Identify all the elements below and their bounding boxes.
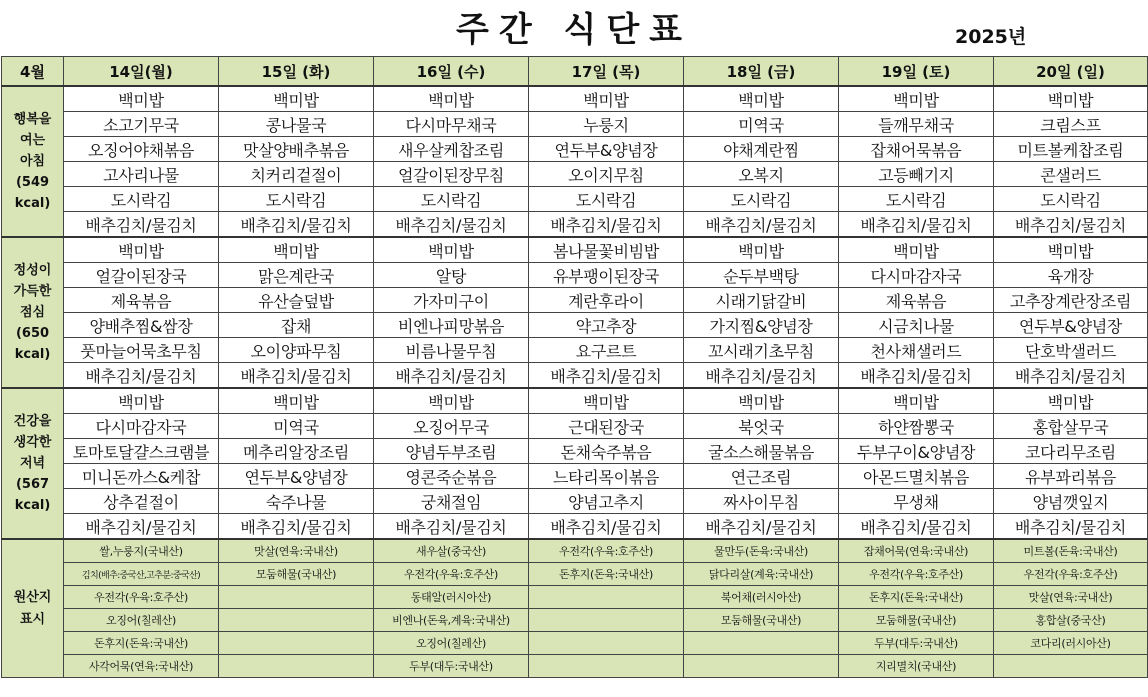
dish-cell: 순두부백탕 (684, 263, 839, 288)
table-row (2, 514, 1148, 540)
origin-cell: 우전각(우육:호주산) (374, 563, 529, 586)
dish-cell: 백미밥 (839, 237, 994, 263)
meal-label-line: 생각한 (13, 435, 52, 450)
dish-cell: 풋마늘어묵초무침 (64, 338, 219, 363)
dish-cell: 백미밥 (374, 86, 529, 112)
dish-cell: 백미밥 (839, 86, 994, 112)
dish-cell: 하얀짬뽕국 (839, 414, 994, 439)
meal-label-line: (549 (15, 175, 50, 190)
dish-cell: 육개장 (994, 263, 1148, 288)
dish-cell: 배추김치/물김치 (219, 363, 374, 389)
table-row (2, 363, 1148, 389)
origin-cell: 미트볼(돈육:국내산) (994, 539, 1148, 563)
header-row (2, 57, 1148, 87)
page-title: 주간 식단표 (455, 10, 693, 50)
dish-cell: 근대된장국 (529, 414, 684, 439)
dish-cell: 백미밥 (64, 388, 219, 414)
origin-cell: 모둠해물(국내산) (219, 563, 374, 586)
dish-cell: 백미밥 (994, 86, 1148, 112)
dish-cell: 꼬시래기초무침 (684, 338, 839, 363)
table-row (2, 112, 1148, 137)
weekly-menu-table (1, 56, 1148, 678)
meal-label-line: 건강을 (13, 414, 52, 429)
origin-cell: 지리멸치(국내산) (839, 655, 994, 678)
origin-cell: 비엔나(돈육,계육:국내산) (374, 609, 529, 632)
dish-cell: 배추김치/물김치 (684, 212, 839, 238)
origin-cell: 우전각(우육:호주산) (64, 586, 219, 609)
dish-cell: 메추리알장조림 (219, 439, 374, 464)
dish-cell: 다시마감자국 (839, 263, 994, 288)
dish-cell: 굴소스해물볶음 (684, 439, 839, 464)
dish-cell: 백미밥 (529, 388, 684, 414)
meal-label-line: 저녁 (19, 456, 46, 471)
origin-cell: 두부(대두:국내산) (839, 632, 994, 655)
origin-row (2, 655, 1148, 678)
dish-cell: 가자미구이 (374, 288, 529, 313)
dish-cell: 백미밥 (684, 388, 839, 414)
dish-cell: 미역국 (684, 112, 839, 137)
dish-cell: 연두부&양념장 (219, 464, 374, 489)
dish-cell: 유부꽈리볶음 (994, 464, 1148, 489)
dish-cell: 백미밥 (64, 86, 219, 112)
origin-cell: 홍합살(중국산) (994, 609, 1148, 632)
dish-cell: 배추김치/물김치 (529, 514, 684, 540)
origin-row (2, 609, 1148, 632)
dish-cell: 약고추장 (529, 313, 684, 338)
dish-cell: 오이지무침 (529, 162, 684, 187)
origin-cell: 코다리(러시아산) (994, 632, 1148, 655)
origin-cell (219, 655, 374, 678)
dish-cell: 배추김치/물김치 (684, 363, 839, 389)
dish-cell: 배추김치/물김치 (529, 363, 684, 389)
table-row (2, 313, 1148, 338)
table-row (2, 86, 1148, 112)
dish-cell: 코다리무조림 (994, 439, 1148, 464)
dish-cell: 오징어야채볶음 (64, 137, 219, 162)
dish-cell: 도시락김 (374, 187, 529, 212)
origin-cell: 쌀,누룽지(국내산) (64, 539, 219, 563)
origin-cell (219, 609, 374, 632)
dish-cell: 비름나물무침 (374, 338, 529, 363)
dish-cell: 숙주나물 (219, 489, 374, 514)
origin-cell: 돈후지(돈육:국내산) (64, 632, 219, 655)
dish-cell: 배추김치/물김치 (994, 363, 1148, 389)
dish-cell: 유부팽이된장국 (529, 263, 684, 288)
table-row (2, 212, 1148, 238)
dish-cell: 배추김치/물김치 (839, 514, 994, 540)
dish-cell: 배추김치/물김치 (64, 212, 219, 238)
dish-cell: 알탕 (374, 263, 529, 288)
dish-cell: 유산슬덮밥 (219, 288, 374, 313)
dish-cell: 백미밥 (219, 237, 374, 263)
meal-label-line: 가득한 (13, 284, 52, 299)
meal-label-line: 아침 (19, 154, 46, 169)
dish-cell: 시래기닭갈비 (684, 288, 839, 313)
dish-cell: 두부구이&양념장 (839, 439, 994, 464)
origin-cell: 오징어(칠레산) (64, 609, 219, 632)
meal-label-line: (650 (15, 326, 50, 341)
day-header: 17일 (목) (529, 57, 684, 87)
origin-row (2, 563, 1148, 586)
dish-cell: 제육볶음 (64, 288, 219, 313)
origin-cell (684, 655, 839, 678)
dish-cell: 배추김치/물김치 (374, 212, 529, 238)
dish-cell: 백미밥 (374, 237, 529, 263)
dish-cell: 제육볶음 (839, 288, 994, 313)
dish-cell: 양배추찜&쌈장 (64, 313, 219, 338)
dish-cell: 양념깻잎지 (994, 489, 1148, 514)
origin-row (2, 632, 1148, 655)
origin-row (2, 586, 1148, 609)
origin-cell: 모둠해물(국내산) (839, 609, 994, 632)
dish-cell: 궁채절임 (374, 489, 529, 514)
dish-cell: 잡채어묵볶음 (839, 137, 994, 162)
origin-cell (684, 632, 839, 655)
origin-cell (529, 586, 684, 609)
origin-cell: 북어채(러시아산) (684, 586, 839, 609)
table-row (2, 288, 1148, 313)
origin-cell: 맛살(연육:국내산) (994, 586, 1148, 609)
meal-label-line: 행복을 (13, 112, 52, 127)
dish-cell: 맑은계란국 (219, 263, 374, 288)
meal-label-line: 점심 (19, 305, 46, 320)
origin-cell (529, 632, 684, 655)
dish-cell: 짜사이무침 (684, 489, 839, 514)
month-header: 4월 (2, 57, 64, 87)
meal-label-line: (567 (15, 477, 50, 492)
dish-cell: 배추김치/물김치 (374, 514, 529, 540)
dish-cell: 얼갈이된장국 (64, 263, 219, 288)
dish-cell: 맛살양배추볶음 (219, 137, 374, 162)
origin-cell: 우전각(우육:호주산) (839, 563, 994, 586)
meal-label-line: kcal) (14, 347, 51, 362)
meal-label (2, 86, 64, 237)
table-row (2, 464, 1148, 489)
origin-label-line: 표시 (19, 611, 46, 627)
dish-cell: 백미밥 (374, 388, 529, 414)
dish-cell: 봄나물꽃비빔밥 (529, 237, 684, 263)
dish-cell: 느타리목이볶음 (529, 464, 684, 489)
dish-cell: 상추겉절이 (64, 489, 219, 514)
dish-cell: 시금치나물 (839, 313, 994, 338)
origin-cell: 두부(대두:국내산) (374, 655, 529, 678)
menu-body (2, 86, 1148, 678)
dish-cell: 콘샐러드 (994, 162, 1148, 187)
year-label: 2025년 (955, 26, 1027, 48)
dish-cell: 백미밥 (219, 86, 374, 112)
dish-cell: 미역국 (219, 414, 374, 439)
meal-label (2, 237, 64, 388)
dish-cell: 배추김치/물김치 (994, 514, 1148, 540)
origin-cell (529, 609, 684, 632)
origin-cell (219, 632, 374, 655)
origin-cell: 우전각(우육:호주산) (994, 563, 1148, 586)
dish-cell: 연두부&양념장 (994, 313, 1148, 338)
dish-cell: 백미밥 (994, 388, 1148, 414)
dish-cell: 홍합살무국 (994, 414, 1148, 439)
dish-cell: 천사채샐러드 (839, 338, 994, 363)
dish-cell: 치커리겉절이 (219, 162, 374, 187)
dish-cell: 배추김치/물김치 (64, 363, 219, 389)
dish-cell: 미니돈까스&케찹 (64, 464, 219, 489)
table-row (2, 137, 1148, 162)
dish-cell: 도시락김 (529, 187, 684, 212)
dish-cell: 오징어무국 (374, 414, 529, 439)
dish-cell: 백미밥 (219, 388, 374, 414)
dish-cell: 오복지 (684, 162, 839, 187)
dish-cell: 배추김치/물김치 (529, 212, 684, 238)
table-row (2, 263, 1148, 288)
dish-cell: 배추김치/물김치 (994, 212, 1148, 238)
dish-cell: 북엇국 (684, 414, 839, 439)
dish-cell: 크림스프 (994, 112, 1148, 137)
dish-cell: 백미밥 (64, 237, 219, 263)
dish-cell: 새우살케찹조림 (374, 137, 529, 162)
dish-cell: 고추장계란장조림 (994, 288, 1148, 313)
day-header: 16일 (수) (374, 57, 529, 87)
dish-cell: 연두부&양념장 (529, 137, 684, 162)
origin-cell: 맛살(연육:국내산) (219, 539, 374, 563)
dish-cell: 영콘죽순볶음 (374, 464, 529, 489)
dish-cell: 배추김치/물김치 (64, 514, 219, 540)
origin-cell: 우전각(우육:호주산) (529, 539, 684, 563)
table-row (2, 439, 1148, 464)
table-row (2, 162, 1148, 187)
table-row (2, 187, 1148, 212)
table-row (2, 414, 1148, 439)
table-row (2, 388, 1148, 414)
table-row (2, 338, 1148, 363)
origin-cell: 김치(배추:중국산,고추분:중국산) (64, 563, 219, 586)
dish-cell: 도시락김 (684, 187, 839, 212)
dish-cell: 도시락김 (64, 187, 219, 212)
dish-cell: 배추김치/물김치 (219, 514, 374, 540)
day-header: 20일 (일) (994, 57, 1148, 87)
dish-cell: 배추김치/물김치 (839, 212, 994, 238)
dish-cell: 백미밥 (839, 388, 994, 414)
dish-cell: 배추김치/물김치 (374, 363, 529, 389)
dish-cell: 백미밥 (529, 86, 684, 112)
dish-cell: 고사리나물 (64, 162, 219, 187)
origin-cell: 사각어묵(연육:국내산) (64, 655, 219, 678)
dish-cell: 야채계란찜 (684, 137, 839, 162)
meal-label-line: 여는 (19, 133, 46, 148)
dish-cell: 양념두부조림 (374, 439, 529, 464)
origin-cell: 동태알(러시아산) (374, 586, 529, 609)
meal-label-line: kcal) (14, 196, 51, 211)
origin-cell: 돈후지(돈육:국내산) (839, 586, 994, 609)
dish-cell: 들깨무채국 (839, 112, 994, 137)
meal-label-line: kcal) (14, 498, 51, 513)
day-header: 14일(월) (64, 57, 219, 87)
table-row (2, 237, 1148, 263)
origin-cell: 닭다리살(계육:국내산) (684, 563, 839, 586)
dish-cell: 콩나물국 (219, 112, 374, 137)
dish-cell: 미트볼케찹조림 (994, 137, 1148, 162)
dish-cell: 토마토달걀스크램블 (64, 439, 219, 464)
dish-cell: 다시마무채국 (374, 112, 529, 137)
dish-cell: 도시락김 (219, 187, 374, 212)
dish-cell: 비엔나피망볶음 (374, 313, 529, 338)
dish-cell: 백미밥 (684, 237, 839, 263)
origin-cell (994, 655, 1148, 678)
dish-cell: 잡채 (219, 313, 374, 338)
origin-cell (219, 586, 374, 609)
day-header: 19일 (토) (839, 57, 994, 87)
dish-cell: 누룽지 (529, 112, 684, 137)
meal-label (2, 388, 64, 539)
origin-cell: 돈후지(돈육:국내산) (529, 563, 684, 586)
origin-label (2, 539, 64, 678)
dish-cell: 연근조림 (684, 464, 839, 489)
dish-cell: 돈채숙주볶음 (529, 439, 684, 464)
dish-cell: 오이양파무침 (219, 338, 374, 363)
dish-cell: 무생채 (839, 489, 994, 514)
dish-cell: 소고기무국 (64, 112, 219, 137)
dish-cell: 백미밥 (684, 86, 839, 112)
dish-cell: 백미밥 (994, 237, 1148, 263)
dish-cell: 요구르트 (529, 338, 684, 363)
dish-cell: 얼갈이된장무침 (374, 162, 529, 187)
dish-cell: 가지찜&양념장 (684, 313, 839, 338)
origin-cell: 물만두(돈육:국내산) (684, 539, 839, 563)
dish-cell: 도시락김 (994, 187, 1148, 212)
origin-cell: 모둠해물(국내산) (684, 609, 839, 632)
dish-cell: 배추김치/물김치 (684, 514, 839, 540)
dish-cell: 아몬드멸치볶음 (839, 464, 994, 489)
table-row (2, 489, 1148, 514)
origin-cell: 잡채어묵(연육:국내산) (839, 539, 994, 563)
dish-cell: 배추김치/물김치 (839, 363, 994, 389)
origin-row (2, 539, 1148, 563)
dish-cell: 다시마감자국 (64, 414, 219, 439)
dish-cell: 도시락김 (839, 187, 994, 212)
dish-cell: 양념고추지 (529, 489, 684, 514)
dish-cell: 배추김치/물김치 (219, 212, 374, 238)
day-header: 15일 (화) (219, 57, 374, 87)
title-area (0, 0, 1148, 56)
dish-cell: 단호박샐러드 (994, 338, 1148, 363)
dish-cell: 계란후라이 (529, 288, 684, 313)
origin-cell (529, 655, 684, 678)
origin-cell: 오징어(칠레산) (374, 632, 529, 655)
origin-label-line: 원산지 (13, 589, 52, 605)
day-header: 18일 (금) (684, 57, 839, 87)
dish-cell: 고등빼기지 (839, 162, 994, 187)
origin-cell: 새우살(중국산) (374, 539, 529, 563)
meal-label-line: 정성이 (13, 263, 52, 278)
